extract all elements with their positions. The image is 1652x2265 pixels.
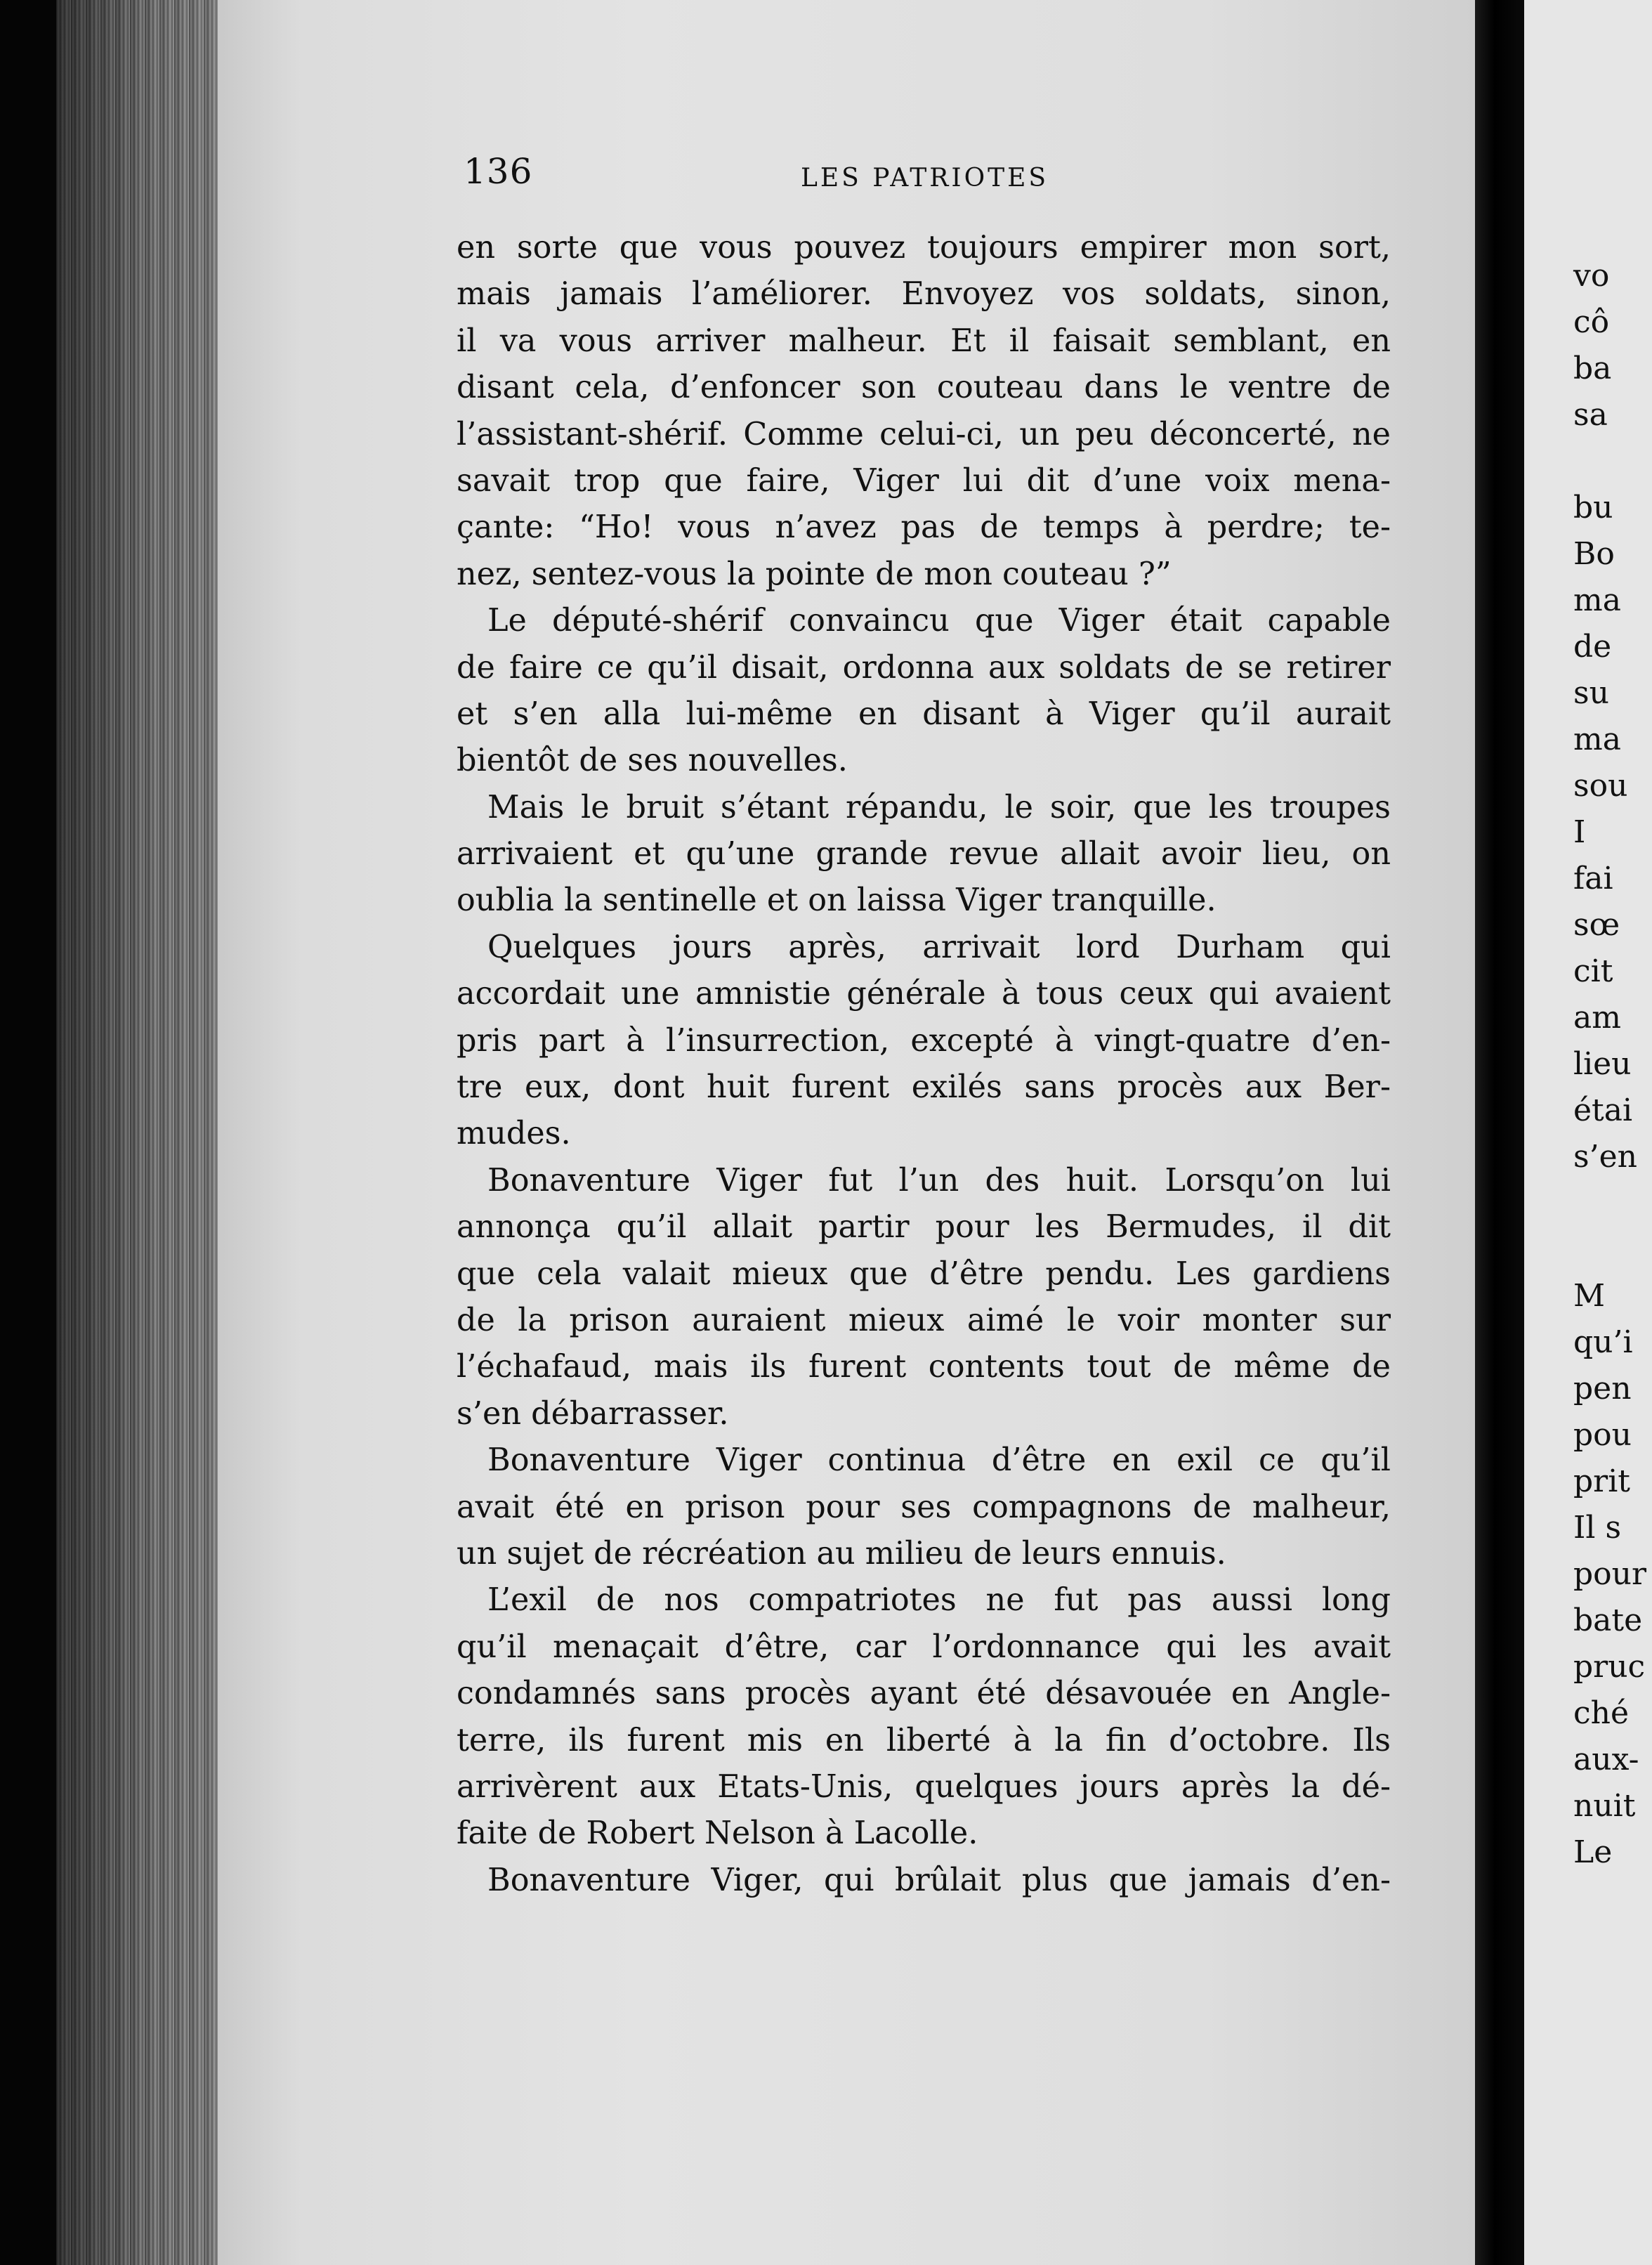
facing-text-fragment: nuit [1573, 1788, 1636, 1824]
text-line: mais jamais l’améliorer. Envoyez vos soldats, sinon, [457, 276, 1391, 313]
text-line: s’en débarrasser. [457, 1395, 729, 1432]
text-line: Bonaventure Viger fut l’un des huit. Lorsqu’on lui [487, 1162, 1391, 1199]
text-line: Bonaventure Viger continua d’être en exil ce qu’il [487, 1442, 1391, 1479]
facing-text-fragment: pen [1573, 1371, 1632, 1406]
text-line: faite de Robert Nelson à Lacolle. [457, 1815, 978, 1852]
text-line: de la prison auraient mieux aimé le voir monter sur [457, 1302, 1391, 1338]
page-body-text [457, 225, 1391, 1904]
text-line: annonça qu’il allait partir pour les Bermudes, il dit [457, 1209, 1391, 1246]
facing-text-fragment: bate [1573, 1603, 1643, 1638]
facing-text-fragment: étai [1573, 1092, 1633, 1128]
facing-text-fragment: am [1573, 1000, 1621, 1036]
text-line: condamnés sans procès ayant été désavouée en Angle- [457, 1676, 1391, 1712]
facing-text-fragment: de [1573, 629, 1612, 665]
text-line: Le député-shérif convaincu que Viger était capable [487, 603, 1391, 639]
facing-text-fragment: fai [1573, 861, 1613, 896]
facing-text-fragment: lieu [1573, 1046, 1632, 1082]
text-line: pris part à l’insurrection, excepté à vingt-quatre d’en- [457, 1022, 1391, 1059]
facing-text-fragment: sou [1573, 768, 1628, 804]
text-line: il va vous arriver malheur. Et il faisait semblant, en [457, 322, 1391, 359]
text-line: en sorte que vous pouvez toujours empirer mon sort, [457, 230, 1391, 266]
facing-text-fragment: ma [1573, 582, 1621, 618]
text-line: Quelques jours après, arrivait lord Durham qui [487, 929, 1391, 965]
facing-text-fragment: Bo [1573, 536, 1615, 572]
running-title: LES PATRIOTES [801, 164, 1049, 192]
facing-text-fragment: ba [1573, 351, 1612, 386]
facing-text-fragment: prit [1573, 1463, 1630, 1499]
text-line: l’assistant-shérif. Comme celui-ci, un peu déconcerté, ne [457, 416, 1391, 452]
text-line: savait trop que faire, Viger lui dit d’une voix mena- [457, 462, 1391, 499]
facing-text-fragment: M [1573, 1278, 1606, 1314]
text-line: accordait une amnistie générale à tous ceux qui avaient [457, 976, 1391, 1012]
text-line: Bonaventure Viger, qui brûlait plus que jamais d’en- [487, 1862, 1391, 1898]
facing-text-fragment: aux- [1573, 1742, 1639, 1777]
text-line: terre, ils furent mis en liberté à la fin d’octobre. Ils [457, 1722, 1391, 1758]
facing-text-fragment: bu [1573, 490, 1613, 526]
text-line: Mais le bruit s’étant répandu, le soir, que les troupes [487, 789, 1391, 825]
text-line: tre eux, dont huit furent exilés sans procès aux Ber- [457, 1069, 1391, 1106]
text-line: çante: “Ho! vous n’avez pas de temps à perdre; te- [457, 509, 1391, 546]
text-line: de faire ce qu’il disait, ordonna aux soldats de se retirer [457, 649, 1391, 686]
facing-text-fragment: Il s [1573, 1510, 1622, 1546]
text-line: et s’en alla lui-même en disant à Viger qu’il aurait [457, 696, 1391, 732]
facing-text-fragment: pruc [1573, 1649, 1646, 1685]
text-line: qu’il menaçait d’être, car l’ordonnance qui les avait [457, 1628, 1391, 1665]
scan-border-left [0, 0, 56, 2265]
facing-text-fragment: s’en [1573, 1139, 1637, 1175]
text-line: l’échafaud, mais ils furent contents tout de même de [457, 1349, 1391, 1385]
facing-text-fragment: qu’i [1573, 1324, 1633, 1360]
text-line: L’exil de nos compatriotes ne fut pas aussi long [487, 1582, 1391, 1619]
book-gutter [1475, 0, 1524, 2265]
facing-text-fragment: cit [1573, 953, 1613, 989]
facing-text-fragment: sœ [1573, 907, 1620, 943]
fore-edge-shadow [56, 0, 218, 2265]
text-line: arrivèrent aux Etats-Unis, quelques jours après la dé- [457, 1768, 1391, 1805]
text-line: avait été en prison pour ses compagnons de malheur, [457, 1489, 1391, 1525]
text-line: un sujet de récréation au milieu de leurs ennuis. [457, 1535, 1226, 1572]
page-number: 136 [464, 151, 533, 192]
facing-text-fragment: ché [1573, 1695, 1630, 1731]
facing-text-fragment: Le [1573, 1834, 1613, 1870]
facing-text-fragment: cô [1573, 304, 1610, 340]
text-line: disant cela, d’enfoncer son couteau dans le ventre de [457, 370, 1391, 406]
facing-text-fragment: I [1573, 814, 1586, 850]
text-line: nez, sentez-vous la pointe de mon couteau ?” [457, 556, 1172, 592]
text-line: que cela valait mieux que d’être pendu. Les gardiens [457, 1255, 1391, 1292]
facing-text-fragment: ma [1573, 722, 1621, 757]
text-line: mudes. [457, 1116, 571, 1152]
facing-text-fragment: su [1573, 675, 1609, 711]
facing-text-fragment: pour [1573, 1556, 1647, 1592]
facing-text-fragment: sa [1573, 397, 1608, 433]
text-line: arrivaient et qu’une grande revue allait avoir lieu, on [457, 836, 1391, 873]
facing-text-fragment: pou [1573, 1417, 1632, 1453]
text-line: bientôt de ses nouvelles. [457, 743, 848, 779]
text-line: oublia la sentinelle et on laissa Viger tranquille. [457, 882, 1217, 919]
facing-text-fragment: vo [1573, 258, 1610, 294]
